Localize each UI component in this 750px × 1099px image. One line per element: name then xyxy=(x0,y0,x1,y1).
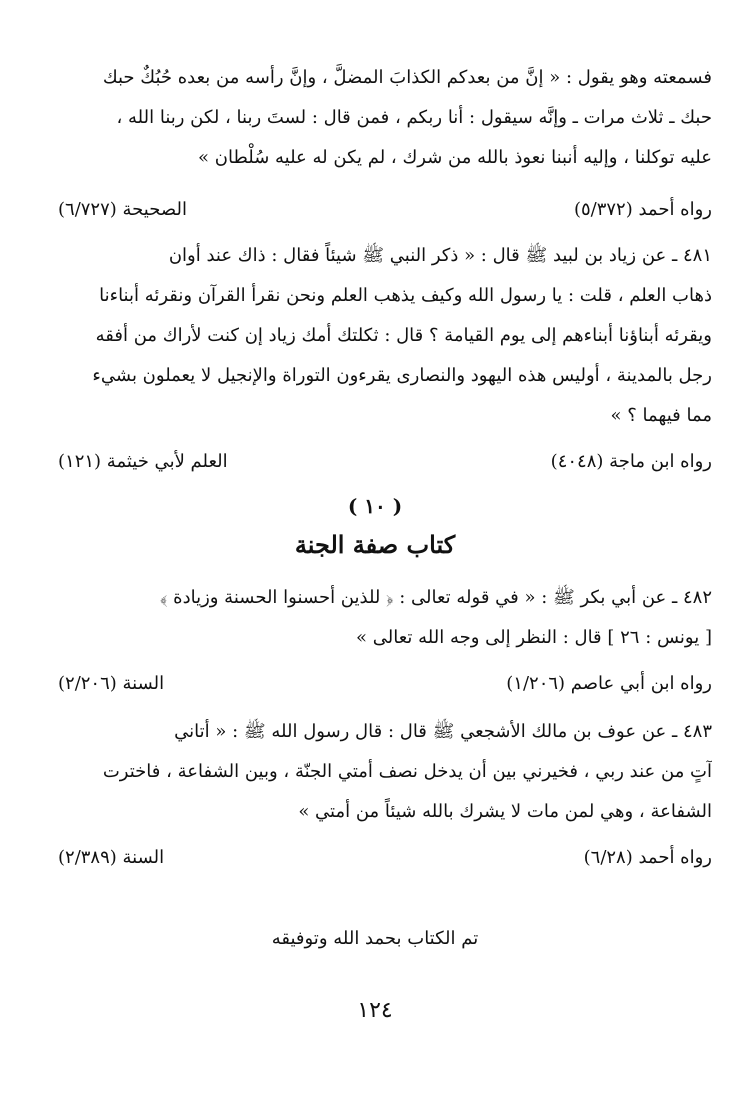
source-line xyxy=(40,840,712,876)
chapter-title: كتاب صفة الجنة xyxy=(294,530,456,559)
text-line: ذهاب العلم ، قلت : يا رسول الله وكيف يذهب العلم ونحن نقرأ القرآن ونقرئه أبناءنا xyxy=(99,285,712,306)
text-line: رجل بالمدينة ، أوليس هذه اليهود والنصارى يقرءون التوراة والإنجيل لا يعملون بشيء xyxy=(92,365,712,386)
hadith-482 xyxy=(40,578,712,658)
grading-reference: السنة (٢/٢٠٦) xyxy=(58,673,165,694)
text-line: حبك ـ ثلاث مرات ـ وإنَّه سيقول : أنا ربكم ، فمن قال : لستَ ربنا ، لكن ربنا الله ، xyxy=(116,107,712,128)
text-line: الشفاعة ، وهي لمن مات لا يشرك بالله شيئاً من أمتي » xyxy=(298,801,712,822)
grading-reference: الصحيحة (٦/٧٢٧) xyxy=(58,199,187,220)
source-reference: رواه أحمد (٥/٣٧٢) xyxy=(573,199,712,220)
source-reference: رواه ابن أبي عاصم (١/٢٠٦) xyxy=(506,673,712,694)
text-line: فسمعته وهو يقول : « إنَّ من بعدكم الكذابَ المضلَّ ، وإنَّ رأسه من بعده حُبُكٌ حبك xyxy=(102,67,712,88)
source-line xyxy=(40,444,712,480)
text-line: ٤٨٣ ـ عن عوف بن مالك الأشجعي ﷺ قال : قال رسول الله ﷺ : « أتاني xyxy=(174,721,712,742)
grading-reference: السنة (٢/٣٨٩) xyxy=(58,847,165,868)
text-line: ٤٨٢ ـ عن أبي بكر ﷺ : « في قوله تعالى : ﴿ للذين أحسنوا الحسنة وزيادة ﴾ xyxy=(160,587,712,608)
source-reference: رواه ابن ماجة (٤٠٤٨) xyxy=(550,451,712,472)
text-line: [ يونس : ٢٦ ] قال : النظر إلى وجه الله تعالى » xyxy=(356,627,712,648)
source-reference: رواه أحمد (٦/٢٨) xyxy=(583,847,712,868)
text-line: آتٍ من عند ربي ، فخيرني بين أن يدخل نصف أمتي الجنّة ، وبين الشفاعة ، فاخترت xyxy=(102,761,712,782)
grading-reference: العلم لأبي خيثمة (١٢١) xyxy=(58,451,228,472)
closing-statement: تم الكتاب بحمد الله وتوفيقه xyxy=(271,928,479,949)
source-line xyxy=(40,192,712,228)
text-line: عليه توكلنا ، وإليه أنبنا نعوذ بالله من شرك ، لم يكن له عليه سُلْطان » xyxy=(198,147,712,168)
page-number: ١٢٤ xyxy=(357,998,393,1023)
hadith-483 xyxy=(40,712,712,832)
source-line xyxy=(40,666,712,702)
text-line: مما فيهما ؟ » xyxy=(610,405,712,426)
hadith-481 xyxy=(40,236,712,436)
text-line: ويقرئه أبناؤنا أبناءهم إلى يوم القيامة ؟ قال : ثكلتك أمك زياد إن كنت لأراك من أفقه xyxy=(95,325,712,346)
hadith-480-continuation xyxy=(40,58,712,178)
text-line: ٤٨١ ـ عن زياد بن لبيد ﷺ قال : « ذكر النبي ﷺ شيئاً فقال : ذاك عند أوان xyxy=(168,245,712,266)
chapter-number: ( ١٠ ) xyxy=(347,494,403,518)
